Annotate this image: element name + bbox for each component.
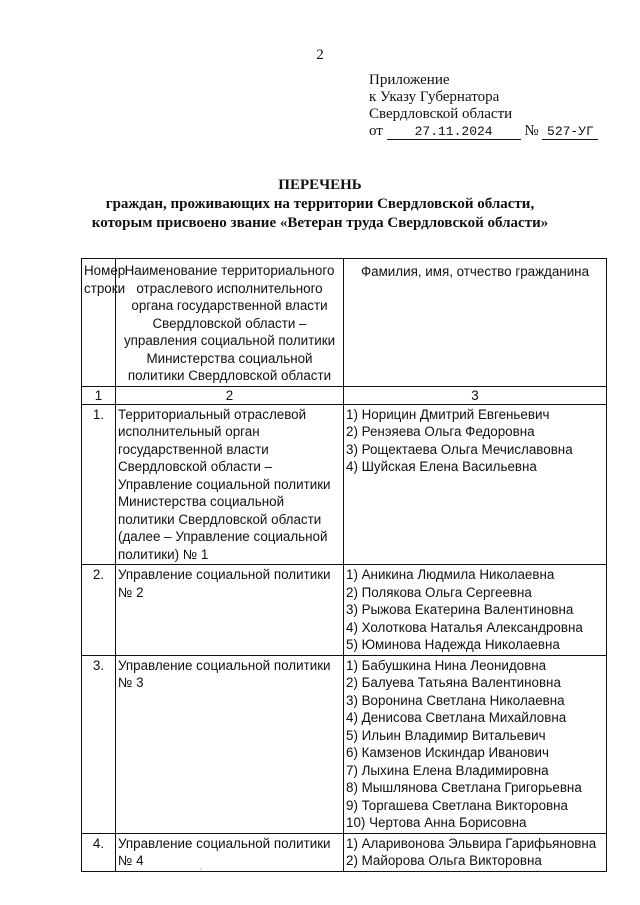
- citizen-name: 6) Камзенов Искиндар Иванович: [346, 745, 549, 760]
- citizen-name: 10) Чертова Анна Борисовна: [346, 815, 527, 830]
- number-prefix: №: [524, 123, 539, 139]
- title-line-3: которым присвоено звание «Ветеран труда Свердловской области»: [91, 215, 549, 231]
- annex-line-3: Свердловской области: [369, 106, 513, 122]
- header-organization: Наименование территориального отраслевого исполнительного органа государственной власти Свердловской области – управления социальной политики Министерства социальной политики Свердловской области: [116, 259, 344, 387]
- citizen-name: 3) Воронина Светлана Николаевна: [346, 692, 565, 708]
- citizen-name: 1) Аникина Людмила Николаевна: [346, 567, 555, 582]
- annex-line-1: Приложение: [369, 72, 450, 88]
- citizen-name: 2) Ренэяева Ольга Федоровна: [346, 424, 535, 439]
- row-number: 4.: [82, 833, 116, 871]
- decree-number: 527-УГ: [542, 125, 598, 140]
- citizen-name: 1) Бабушкина Нина Леонидовна: [346, 657, 547, 673]
- row-organization: Территориальный отраслевой исполнительный орган государственной власти Свердловской области – Управление социальной политики Министерства социальной политики Свердловской области (далее – Управление социальной политики) № 1: [116, 404, 344, 565]
- column-number-3: 3: [344, 386, 607, 404]
- annex-line-2: к Указу Губернатора: [369, 89, 500, 105]
- date-prefix: от: [369, 123, 383, 139]
- column-number-2: 2: [116, 386, 344, 404]
- citizen-name: 4) Холоткова Наталья Александровна: [346, 619, 583, 635]
- title-line-2: граждан, проживающих на территории Свердловской области,: [105, 196, 535, 212]
- citizen-name: 9) Торгашева Светлана Викторовна: [346, 797, 569, 813]
- decree-date: 27.11.2024: [387, 125, 521, 140]
- citizen-name: 5) Юминова Надежда Николаевна: [346, 637, 560, 652]
- row-names: [344, 565, 607, 656]
- citizen-name: 3) Рыжова Екатерина Валентиновна: [346, 602, 574, 617]
- row-names: [344, 404, 607, 565]
- row-organization: Управление социальной политики № 3: [116, 655, 344, 833]
- citizen-name: 8) Мышлянова Светлана Григорьевна: [346, 780, 582, 795]
- header-row-number: Номер строки: [82, 259, 116, 387]
- row-organization: Управление социальной политики № 4: [116, 833, 344, 871]
- row-organization: Управление социальной политики № 2: [116, 565, 344, 656]
- row-number: 1.: [82, 404, 116, 565]
- citizen-name: 7) Лыхина Елена Владимировна: [346, 762, 549, 778]
- row-number: 3.: [82, 655, 116, 833]
- citizen-name: 4) Денисова Светлана Михайловна: [346, 710, 567, 725]
- citizen-name: 2) Полякова Ольга Сергеевна: [346, 584, 532, 600]
- citizen-name: 3) Рощектаева Ольга Мечиславовна: [346, 441, 573, 457]
- row-names: [344, 833, 607, 871]
- citizen-name: 2) Майорова Ольга Викторовна: [346, 853, 542, 868]
- annex-date-line: [369, 123, 598, 140]
- header-full-name: Фамилия, имя, отчество гражданина: [344, 259, 607, 387]
- annex-block: [369, 72, 598, 140]
- column-number-1: 1: [82, 386, 116, 404]
- table-header-row: [82, 259, 607, 387]
- veterans-table: [81, 258, 607, 872]
- page-number: 2: [316, 47, 324, 63]
- citizen-name: 5) Ильин Владимир Витальевич: [346, 727, 546, 743]
- table-row: [82, 565, 607, 656]
- citizen-name: 1) Аларивонова Эльвира Гарифьяновна: [346, 835, 597, 851]
- citizen-name: 4) Шуйская Елена Васильевна: [346, 459, 537, 474]
- table-row: [82, 833, 607, 871]
- citizen-name: 2) Балуева Татьяна Валентиновна: [346, 675, 561, 690]
- table-row: [82, 404, 607, 565]
- scan-speck: [200, 868, 202, 870]
- table-row: [82, 655, 607, 833]
- document-title: [0, 176, 640, 233]
- row-number: 2.: [82, 565, 116, 656]
- citizen-name: 1) Норицин Дмитрий Евгеньевич: [346, 406, 550, 422]
- column-numbers-row: [82, 386, 607, 404]
- title-heading: ПЕРЕЧЕНЬ: [278, 177, 362, 193]
- row-names: [344, 655, 607, 833]
